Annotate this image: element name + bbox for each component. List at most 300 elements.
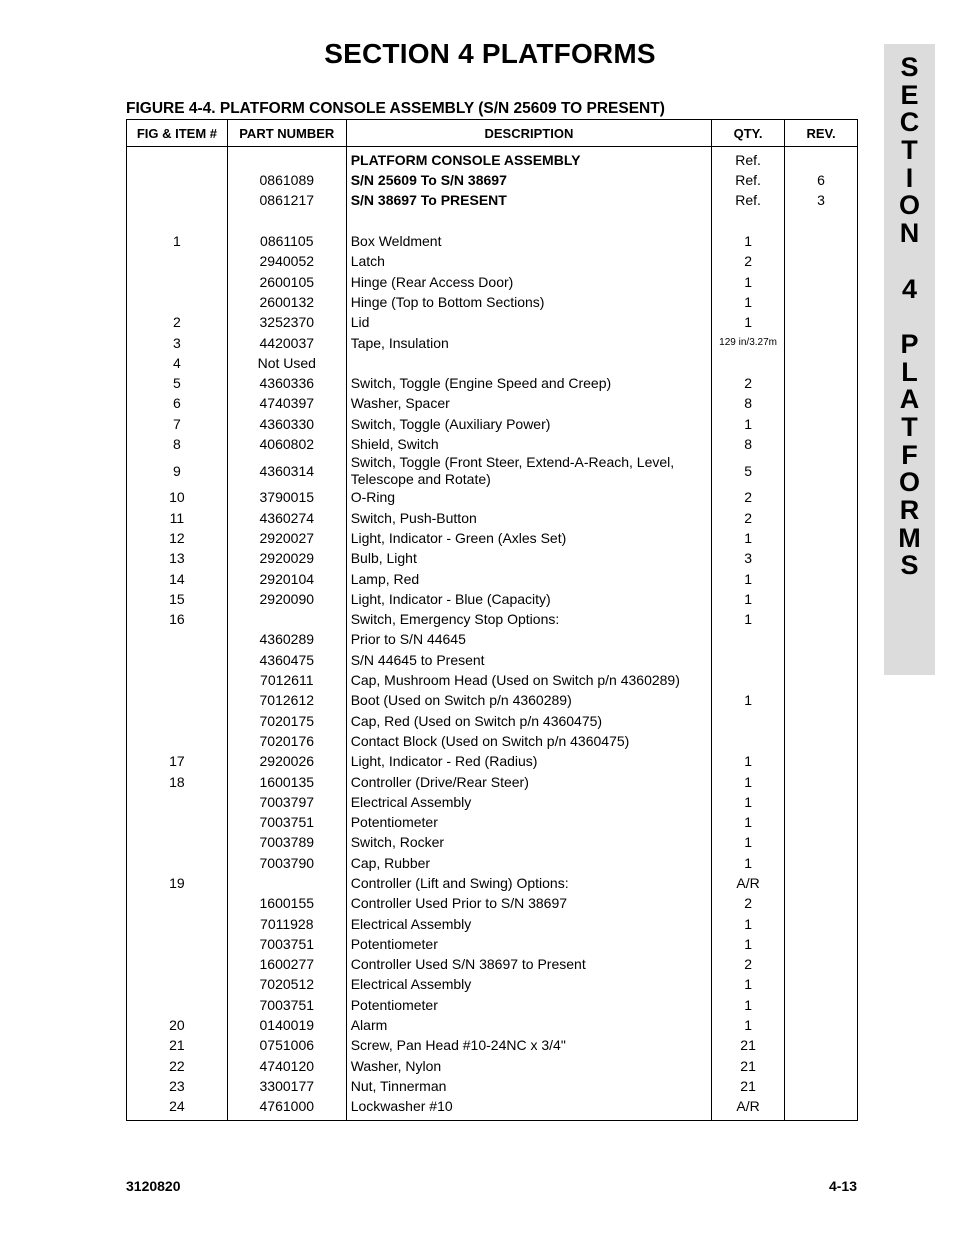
description-cell: Light, Indicator - Blue (Capacity) [346, 589, 711, 609]
qty-cell: 1 [712, 751, 785, 771]
rev-cell [785, 792, 858, 812]
qty-cell: 1 [712, 1015, 785, 1035]
rev-cell [785, 1056, 858, 1076]
description-cell: Switch, Push-Button [346, 508, 711, 528]
qty-cell: 2 [712, 954, 785, 974]
qty-cell: A/R [712, 1096, 785, 1120]
rev-cell [785, 914, 858, 934]
rev-cell: 6 [785, 170, 858, 190]
part-number-cell: 4360336 [227, 373, 346, 393]
part-number-cell: 4740120 [227, 1056, 346, 1076]
rev-cell [785, 893, 858, 913]
rev-cell [785, 690, 858, 710]
description-cell: Bulb, Light [346, 548, 711, 568]
header-part-number: PART NUMBER [227, 120, 346, 147]
fig-item-cell: 7 [127, 414, 228, 434]
table-row [127, 1096, 858, 1120]
fig-item-cell [127, 191, 228, 211]
qty-cell [712, 630, 785, 650]
rev-cell: 3 [785, 191, 858, 211]
description-cell: Latch [346, 251, 711, 271]
qty-cell: 8 [712, 394, 785, 414]
part-number-cell: 7020512 [227, 975, 346, 995]
description-cell: Prior to S/N 44645 [346, 630, 711, 650]
fig-item-cell [127, 690, 228, 710]
part-number-cell: 2920027 [227, 528, 346, 548]
description-cell: Controller Used S/N 38697 to Present [346, 954, 711, 974]
rev-cell [785, 333, 858, 353]
rev-cell [785, 251, 858, 271]
part-number-cell [227, 211, 346, 231]
rev-cell [785, 1096, 858, 1120]
table-row [127, 914, 858, 934]
part-number-cell: 7003790 [227, 853, 346, 873]
table-row [127, 589, 858, 609]
rev-cell [785, 312, 858, 332]
side-tab-letter: N [899, 218, 920, 249]
fig-item-cell: 24 [127, 1096, 228, 1120]
qty-cell [712, 711, 785, 731]
side-tab-letter: C [899, 107, 920, 138]
part-number-cell: 3790015 [227, 487, 346, 507]
description-cell: Alarm [346, 1015, 711, 1035]
part-number-cell: 0861105 [227, 231, 346, 251]
description-cell: Switch, Rocker [346, 833, 711, 853]
table-header-row [127, 120, 858, 147]
rev-cell [785, 812, 858, 832]
section-title: SECTION 4 PLATFORMS [324, 38, 656, 69]
qty-cell: 1 [712, 272, 785, 292]
fig-item-cell: 8 [127, 434, 228, 454]
rev-cell [785, 630, 858, 650]
qty-cell: 1 [712, 772, 785, 792]
qty-cell: 129 in/3.27m [712, 333, 785, 353]
part-number-cell: 7003789 [227, 833, 346, 853]
rev-cell [785, 373, 858, 393]
fig-item-cell [127, 711, 228, 731]
page-number: 4-13 [828, 1178, 857, 1194]
rev-cell [785, 272, 858, 292]
document-number: 3120820 [126, 1178, 181, 1194]
header-fig-item: FIG & ITEM # [127, 120, 228, 147]
side-tab-letter: M [898, 522, 921, 553]
fig-item-cell: 12 [127, 528, 228, 548]
rev-cell [785, 487, 858, 507]
fig-item-cell: 19 [127, 873, 228, 893]
fig-item-cell: 23 [127, 1076, 228, 1096]
table-row [127, 373, 858, 393]
qty-cell: 1 [712, 995, 785, 1015]
qty-cell: 1 [712, 833, 785, 853]
rev-cell [785, 853, 858, 873]
table-row [127, 853, 858, 873]
side-tab-letter: T [901, 135, 918, 166]
table-row [127, 292, 858, 312]
part-number-cell: 2600105 [227, 272, 346, 292]
side-tab-letter: T [901, 411, 918, 442]
description-cell: Lamp, Red [346, 569, 711, 589]
rev-cell [785, 995, 858, 1015]
rev-cell [785, 454, 858, 487]
fig-item-cell [127, 630, 228, 650]
table-row [127, 528, 858, 548]
qty-cell: 1 [712, 292, 785, 312]
side-tab-letter: S [900, 550, 919, 581]
side-tab-letters [884, 54, 935, 580]
side-tab-letter [884, 303, 935, 331]
description-cell: Potentiometer [346, 812, 711, 832]
table-row [127, 609, 858, 629]
part-number-cell: 7003797 [227, 792, 346, 812]
fig-item-cell: 9 [127, 454, 228, 487]
part-number-cell: 7020176 [227, 731, 346, 751]
table-row [127, 211, 858, 231]
fig-item-cell [127, 954, 228, 974]
description-cell: Nut, Tinnerman [346, 1076, 711, 1096]
description-cell: Switch, Toggle (Auxiliary Power) [346, 414, 711, 434]
qty-cell [712, 731, 785, 751]
rev-cell [785, 731, 858, 751]
table-row [127, 1035, 858, 1055]
header-qty: QTY. [712, 120, 785, 147]
description-cell: O-Ring [346, 487, 711, 507]
table-row [127, 954, 858, 974]
fig-item-cell [127, 812, 228, 832]
parts-table [126, 119, 858, 1121]
description-cell: Light, Indicator - Red (Radius) [346, 751, 711, 771]
rev-cell [785, 548, 858, 568]
table-row [127, 272, 858, 292]
description-cell: Light, Indicator - Green (Axles Set) [346, 528, 711, 548]
part-number-cell: 2920029 [227, 548, 346, 568]
table-row [127, 690, 858, 710]
fig-item-cell: 20 [127, 1015, 228, 1035]
description-cell: Boot (Used on Switch p/n 4360289) [346, 690, 711, 710]
part-number-cell [227, 873, 346, 893]
side-tab-letter: P [900, 328, 919, 359]
table-row [127, 893, 858, 913]
fig-item-cell: 10 [127, 487, 228, 507]
part-number-cell: 0861089 [227, 170, 346, 190]
description-cell: Electrical Assembly [346, 792, 711, 812]
fig-item-cell: 3 [127, 333, 228, 353]
part-number-cell: 7012611 [227, 670, 346, 690]
side-tab-letter: 4 [901, 273, 918, 304]
table-row [127, 873, 858, 893]
side-tab-letter [884, 248, 935, 276]
side-tab-letter: A [899, 384, 920, 415]
description-cell: Screw, Pan Head #10-24NC x 3/4" [346, 1035, 711, 1055]
fig-item-cell: 4 [127, 353, 228, 373]
table-row [127, 394, 858, 414]
rev-cell [785, 231, 858, 251]
description-cell: S/N 25609 To S/N 38697 [346, 170, 711, 190]
part-number-cell: 0140019 [227, 1015, 346, 1035]
side-tab-letter: E [900, 79, 919, 110]
rev-cell [785, 772, 858, 792]
part-number-cell [227, 147, 346, 171]
table-row [127, 975, 858, 995]
fig-item-cell [127, 792, 228, 812]
header-rev: REV. [785, 120, 858, 147]
rev-cell [785, 650, 858, 670]
table-row [127, 630, 858, 650]
fig-item-cell [127, 833, 228, 853]
fig-item-cell [127, 731, 228, 751]
fig-item-cell: 21 [127, 1035, 228, 1055]
fig-item-cell [127, 292, 228, 312]
rev-cell [785, 1035, 858, 1055]
fig-item-cell: 1 [127, 231, 228, 251]
part-number-cell: 4360289 [227, 630, 346, 650]
qty-cell: 2 [712, 508, 785, 528]
fig-item-cell [127, 147, 228, 171]
qty-cell: 1 [712, 812, 785, 832]
part-number-cell: 1600155 [227, 893, 346, 913]
description-cell: Controller (Lift and Swing) Options: [346, 873, 711, 893]
rev-cell [785, 414, 858, 434]
rev-cell [785, 211, 858, 231]
rev-cell [785, 833, 858, 853]
figure-title: FIGURE 4-4. PLATFORM CONSOLE ASSEMBLY (S/N 25609 TO PRESENT) [126, 100, 665, 117]
qty-cell: 1 [712, 312, 785, 332]
description-cell: Cap, Red (Used on Switch p/n 4360475) [346, 711, 711, 731]
fig-item-cell [127, 975, 228, 995]
description-cell: Washer, Nylon [346, 1056, 711, 1076]
fig-item-cell [127, 914, 228, 934]
qty-cell: 2 [712, 487, 785, 507]
part-number-cell: 4360274 [227, 508, 346, 528]
table-row [127, 1076, 858, 1096]
part-number-cell: 4420037 [227, 333, 346, 353]
side-tab-letter: O [898, 190, 920, 221]
fig-item-cell: 17 [127, 751, 228, 771]
fig-item-cell [127, 272, 228, 292]
qty-cell: 1 [712, 934, 785, 954]
description-cell: Potentiometer [346, 934, 711, 954]
table-row [127, 569, 858, 589]
qty-cell: 1 [712, 792, 785, 812]
part-number-cell: 4360330 [227, 414, 346, 434]
part-number-cell: 4740397 [227, 394, 346, 414]
section-side-tab [884, 44, 935, 675]
part-number-cell: 0861217 [227, 191, 346, 211]
part-number-cell: 1600277 [227, 954, 346, 974]
part-number-cell: 2600132 [227, 292, 346, 312]
fig-item-cell: 13 [127, 548, 228, 568]
fig-item-cell [127, 934, 228, 954]
rev-cell [785, 670, 858, 690]
description-cell: S/N 44645 to Present [346, 650, 711, 670]
description-cell: Lockwasher #10 [346, 1096, 711, 1120]
part-number-cell: 2920104 [227, 569, 346, 589]
table-row [127, 312, 858, 332]
qty-cell: Ref. [712, 147, 785, 171]
description-cell: Lid [346, 312, 711, 332]
description-cell: Controller Used Prior to S/N 38697 [346, 893, 711, 913]
part-number-cell: 3300177 [227, 1076, 346, 1096]
fig-item-cell: 5 [127, 373, 228, 393]
rev-cell [785, 528, 858, 548]
part-number-cell: 2920090 [227, 589, 346, 609]
description-cell: Tape, Insulation [346, 333, 711, 353]
part-number-cell: 4360475 [227, 650, 346, 670]
table-row [127, 548, 858, 568]
qty-cell: 1 [712, 569, 785, 589]
qty-cell: 21 [712, 1076, 785, 1096]
description-cell: Hinge (Rear Access Door) [346, 272, 711, 292]
description-cell: Controller (Drive/Rear Steer) [346, 772, 711, 792]
table-row [127, 650, 858, 670]
rev-cell [785, 394, 858, 414]
rev-cell [785, 292, 858, 312]
rev-cell [785, 975, 858, 995]
table-row [127, 251, 858, 271]
part-number-cell: 7011928 [227, 914, 346, 934]
rev-cell [785, 873, 858, 893]
description-cell: Hinge (Top to Bottom Sections) [346, 292, 711, 312]
side-tab-letter: R [899, 495, 920, 525]
part-number-cell: 2940052 [227, 251, 346, 271]
table-row [127, 670, 858, 690]
description-cell: Switch, Toggle (Engine Speed and Creep) [346, 373, 711, 393]
table-row [127, 191, 858, 211]
table-row [127, 454, 858, 487]
qty-cell [712, 650, 785, 670]
table-row [127, 434, 858, 454]
table-row [127, 231, 858, 251]
table-row [127, 711, 858, 731]
table-row [127, 170, 858, 190]
part-number-cell: 7003751 [227, 812, 346, 832]
table-row [127, 934, 858, 954]
side-tab-letter: S [900, 52, 919, 82]
qty-cell: 21 [712, 1056, 785, 1076]
table-row [127, 772, 858, 792]
fig-item-cell [127, 211, 228, 231]
side-tab-letter: O [898, 467, 920, 498]
qty-cell: 1 [712, 914, 785, 934]
qty-cell: 2 [712, 251, 785, 271]
fig-item-cell: 15 [127, 589, 228, 609]
qty-cell [712, 211, 785, 231]
qty-cell: 5 [712, 454, 785, 487]
qty-cell: 2 [712, 373, 785, 393]
fig-item-cell: 22 [127, 1056, 228, 1076]
part-number-cell: Not Used [227, 353, 346, 373]
fig-item-cell: 18 [127, 772, 228, 792]
qty-cell: Ref. [712, 170, 785, 190]
qty-cell: A/R [712, 873, 785, 893]
description-cell: Contact Block (Used on Switch p/n 4360475) [346, 731, 711, 751]
fig-item-cell [127, 670, 228, 690]
table-row [127, 147, 858, 171]
side-tab-letter: I [905, 162, 914, 193]
qty-cell: 8 [712, 434, 785, 454]
part-number-cell: 4761000 [227, 1096, 346, 1120]
part-number-cell: 7003751 [227, 995, 346, 1015]
qty-cell: 1 [712, 609, 785, 629]
fig-item-cell [127, 170, 228, 190]
qty-cell: 1 [712, 975, 785, 995]
fig-item-cell: 2 [127, 312, 228, 332]
rev-cell [785, 751, 858, 771]
description-cell: Potentiometer [346, 995, 711, 1015]
qty-cell: 1 [712, 231, 785, 251]
table-row [127, 1015, 858, 1035]
table-row [127, 751, 858, 771]
description-cell: Washer, Spacer [346, 394, 711, 414]
rev-cell [785, 1076, 858, 1096]
fig-item-cell: 16 [127, 609, 228, 629]
table-row [127, 995, 858, 1015]
rev-cell [785, 1015, 858, 1035]
description-cell: Electrical Assembly [346, 914, 711, 934]
rev-cell [785, 589, 858, 609]
description-cell: Cap, Rubber [346, 853, 711, 873]
description-cell: Switch, Emergency Stop Options: [346, 609, 711, 629]
description-cell: Electrical Assembly [346, 975, 711, 995]
fig-item-cell: 14 [127, 569, 228, 589]
rev-cell [785, 434, 858, 454]
side-tab-letter: F [901, 439, 918, 470]
rev-cell [785, 711, 858, 731]
qty-cell: 1 [712, 589, 785, 609]
rev-cell [785, 609, 858, 629]
fig-item-cell [127, 251, 228, 271]
part-number-cell: 7012612 [227, 690, 346, 710]
description-cell [346, 353, 711, 373]
rev-cell [785, 508, 858, 528]
rev-cell [785, 954, 858, 974]
qty-cell [712, 670, 785, 690]
fig-item-cell: 6 [127, 394, 228, 414]
part-number-cell: 7020175 [227, 711, 346, 731]
part-number-cell: 1600135 [227, 772, 346, 792]
table-row [127, 333, 858, 353]
rev-cell [785, 934, 858, 954]
table-row [127, 508, 858, 528]
table-row [127, 353, 858, 373]
part-number-cell: 7003751 [227, 934, 346, 954]
rev-cell [785, 569, 858, 589]
table-row [127, 812, 858, 832]
qty-cell: 3 [712, 548, 785, 568]
qty-cell: 21 [712, 1035, 785, 1055]
fig-item-cell [127, 650, 228, 670]
table-row [127, 1056, 858, 1076]
description-cell: Cap, Mushroom Head (Used on Switch p/n 4360289) [346, 670, 711, 690]
table-row [127, 487, 858, 507]
parts-table-body [127, 147, 858, 1121]
fig-item-cell: 11 [127, 508, 228, 528]
part-number-cell [227, 609, 346, 629]
part-number-cell: 4360314 [227, 454, 346, 487]
qty-cell: 1 [712, 853, 785, 873]
description-cell: Box Weldment [346, 231, 711, 251]
qty-cell: Ref. [712, 191, 785, 211]
table-row [127, 792, 858, 812]
table-row [127, 833, 858, 853]
description-cell: Switch, Toggle (Front Steer, Extend-A-Reach, Level, Telescope and Rotate) [346, 454, 711, 487]
fig-item-cell [127, 853, 228, 873]
description-cell: PLATFORM CONSOLE ASSEMBLY [346, 147, 711, 171]
description-cell: Shield, Switch [346, 434, 711, 454]
part-number-cell: 0751006 [227, 1035, 346, 1055]
rev-cell [785, 147, 858, 171]
header-description: DESCRIPTION [346, 120, 711, 147]
qty-cell: 1 [712, 528, 785, 548]
